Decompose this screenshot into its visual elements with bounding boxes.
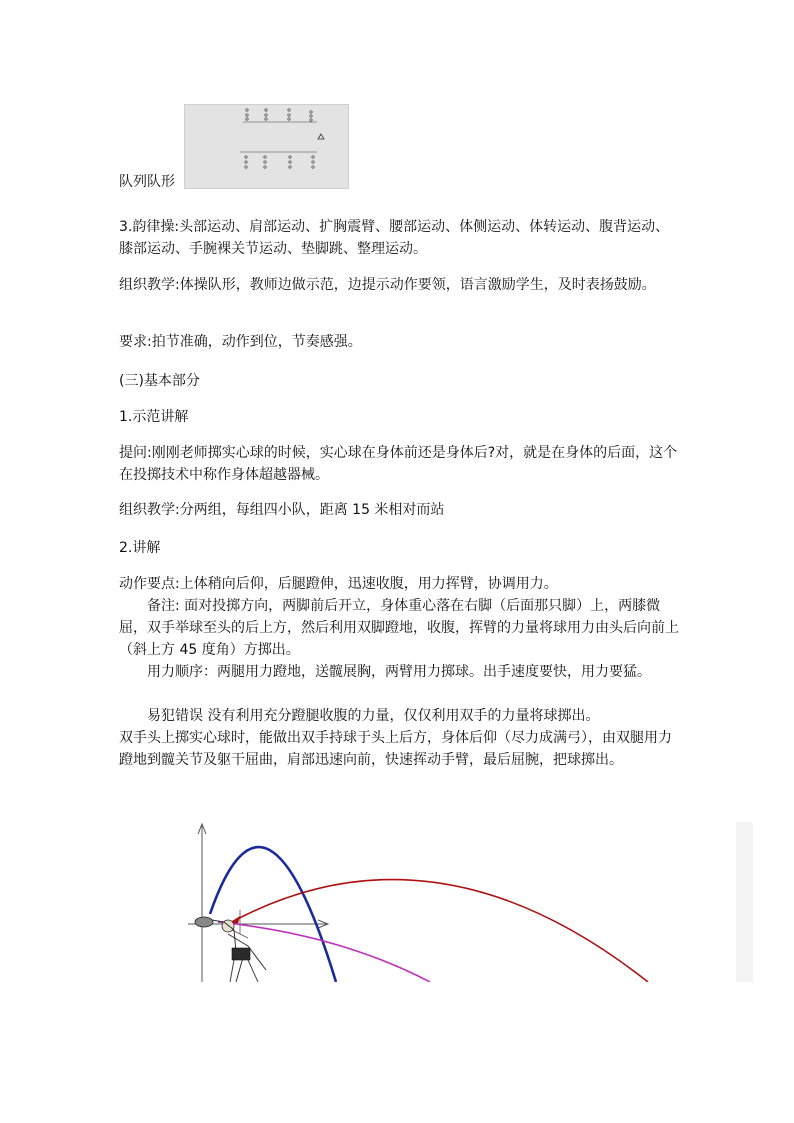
top-dots <box>246 109 312 121</box>
red-trajectory <box>228 880 648 982</box>
paragraph-technique: 双手头上掷实心球时，能做出双手持球于头上后方，身体后仰（尽力成满弓），由双腿用力蹬地到髋关节及躯干屈曲，肩部迅速向前，快速挥动手臂，最后屈腕，把球掷出。 <box>119 730 672 768</box>
formation-diagram <box>185 105 348 188</box>
heading-demonstration: 1.示范讲解 <box>119 409 189 425</box>
paragraph-organization-2: 组织教学:分两组，每组四小队，距离 15 米相对而站 <box>119 502 445 518</box>
paragraph-rhythmic-exercise: 3.韵律操:头部运动、肩部运动、扩胸震臂、腰部运动、体侧运动、体转运动、腹背运动、膝部运动、手腕裸关节运动、垫脚跳、整理运动。 <box>119 219 670 257</box>
heading-explanation: 2.讲解 <box>119 540 161 556</box>
formation-image <box>184 104 349 189</box>
paragraph-force-order: 用力顺序：两腿用力蹬地，送髋展胸，两臂用力掷球。出手速度要快，用力要猛。 <box>147 664 651 680</box>
heading-basic-part: (三)基本部分 <box>119 373 200 389</box>
trajectory-svg <box>188 814 753 982</box>
paragraph-common-errors: 易犯错误 没有利用充分蹬腿收腹的力量，仅仅利用双手的力量将球掷出。 <box>147 708 600 724</box>
paragraph-requirements: 要求:拍节准确，动作到位，节奏感强。 <box>119 334 362 350</box>
teacher-triangle <box>318 134 324 139</box>
blue-trajectory <box>210 847 336 982</box>
paragraph-key-points: 动作要点:上体稍向后仰，后腿蹬伸，迅速收腹，用力挥臂，协调用力。 <box>119 576 558 592</box>
formation-caption: 队列队形 <box>119 174 175 190</box>
paragraph-notes: 备注: 面对投掷方向，两脚前后开立，身体重心落在右脚（后面那只脚）上，两膝微屈，双手举球至头的后上方，然后利用双脚蹬地，收腹，挥臂的力量将球用力由头后向前上（斜上方 45 度角）方掷出。 <box>119 598 679 658</box>
paragraph-question: 提问:刚刚老师掷实心球的时候，实心球在身体前还是身体后?对，就是在身体的后面，这个在投掷技术中称作身体超越器械。 <box>119 445 678 483</box>
bottom-dots <box>245 156 314 168</box>
trajectory-figure <box>188 814 753 982</box>
paragraph-organization-1: 组织教学:体操队形，教师边做示范，边提示动作要领，语言激励学生，及时表扬鼓励。 <box>119 277 656 293</box>
side-shade <box>736 822 753 982</box>
